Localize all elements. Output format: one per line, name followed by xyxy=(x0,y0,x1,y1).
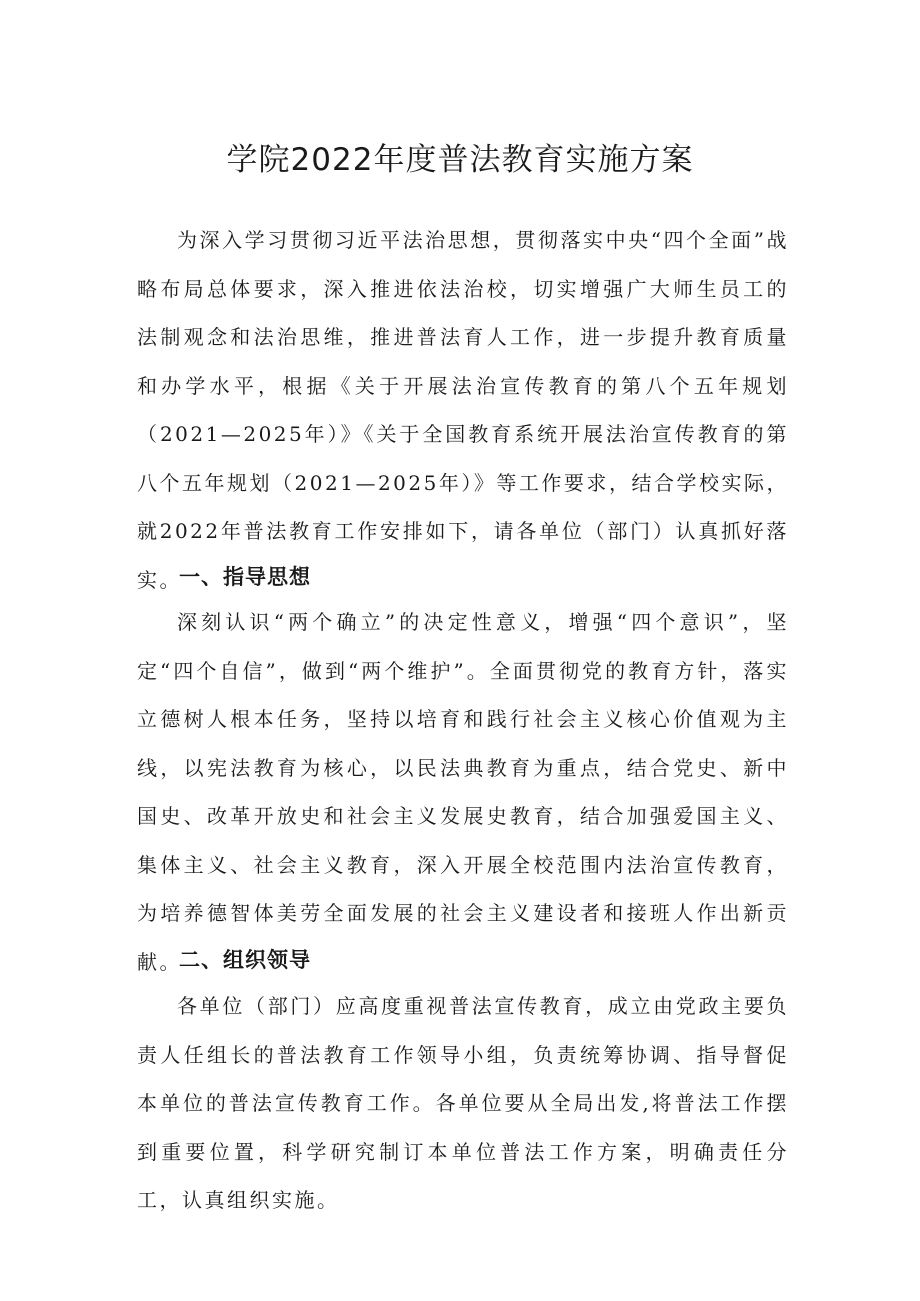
section-body-organization-leadership: 各单位（部门）应高度重视普法宣传教育，成立由党政主要负责人任组长的普法教育工作领导小组，负责统筹协调、指导督促本单位的普法宣传教育工作。各单位要从全局出发,将普法工作摆到重要位置，科学研究制订本单位普法工作方案，明确责任分工，认真组织实施。 xyxy=(137,994,789,1212)
section-body-guiding-ideology: 深刻认识“两个确立”的决定性意义，增强“四个意识”，坚定“四个自信”，做到“两个维护”。全面贯彻党的教育方针，落实立德树人根本任务，坚持以培育和践行社会主义核心价值观为主线，以宪法教育为核心，以民法典教育为重点，结合党史、新中国史、改革开放史和社会主义发展史教育，结合加强爱国主义、集体主义、社会主义教育，深入开展全校范围内法治宣传教育，为培养德智体美劳全面发展的社会主义建设者和接班人作出新贡献。 xyxy=(137,610,789,974)
intro-paragraph: 为深入学习贯彻习近平法治思想，贯彻落实中央“四个全面”战略布局总体要求，深入推进依法治校，切实增强广大师生员工的法制观念和法治思维，推进普法育人工作，进一步提升教育质量和办学水平，根据《关于开展法治宣传教育的第八个五年规划（2021—2025年）》《关于全国教育系统开展法治宣传教育的第八个五年规划（2021—2025年）》等工作要求，结合学校实际，就2022年普法教育工作安排如下，请各单位（部门）认真抓好落实。 xyxy=(137,228,789,592)
section-heading-organization-leadership: 二、组织领导 xyxy=(179,948,311,972)
document-title: 学院2022年度普法教育实施方案 xyxy=(226,142,694,178)
section-heading-guiding-ideology: 一、指导思想 xyxy=(179,565,311,589)
